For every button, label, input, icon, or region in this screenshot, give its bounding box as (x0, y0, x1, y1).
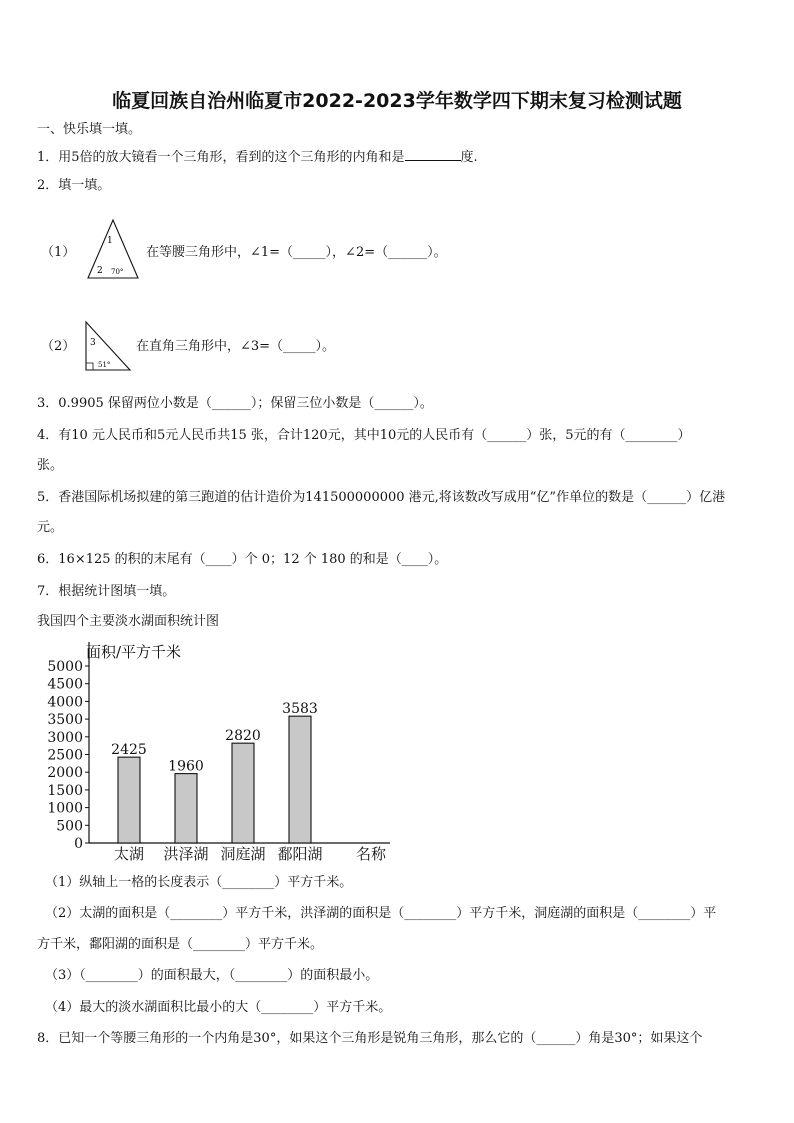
bar (118, 757, 140, 843)
section-heading: 一、快乐填一填。 (37, 122, 142, 137)
y-tick-label: 2000 (47, 765, 83, 782)
lake-area-bar-chart (34, 640, 404, 868)
x-axis-label: 名称 (356, 845, 387, 863)
question-7-sub-2-line-1: （2）太湖的面积是（________）平方千米，洪泽湖的面积是（________）平方千米，洞庭湖的面积是（________）平 (45, 906, 717, 921)
question-7-sub-3: （3）（________）的面积最大，（________）的面积最小。 (45, 968, 379, 983)
question-1-unit: 度. (460, 150, 478, 165)
question-1-text: 1．用5倍的放大镜看一个三角形，看到的这个三角形的内角和是 (37, 150, 405, 165)
angle-3-label: 3 (90, 338, 96, 348)
y-tick-label: 3000 (47, 729, 83, 746)
question-2-part-2-text: 在直角三角形中，∠3=（_____）。 (136, 339, 336, 354)
question-1 (37, 148, 478, 164)
page-title: 临夏回族自治州临夏市2022-2023学年数学四下期末复习检测试题 (112, 90, 682, 112)
question-8: 8．已知一个等腰三角形的一个内角是30°，如果这个三角形是锐角三角形，那么它的（______）角是30°；如果这个 (37, 1031, 703, 1046)
y-tick-label: 1000 (47, 800, 83, 817)
bar-value-label: 2425 (111, 742, 147, 759)
question-2-label: 2．填一填。 (37, 178, 111, 193)
question-7-label: 7．根据统计图填一填。 (37, 584, 176, 599)
question-4-line-1: 4．有10 元人民币和5元人民币共15 张，合计120元，其中10元的人民币有（______）张，5元的有（________） (37, 428, 691, 443)
angle-70-label: 70° (111, 268, 124, 276)
question-5-line-2: 元。 (37, 520, 64, 535)
question-2-part-1-text: 在等腰三角形中，∠1=（_____），∠2=（______）。 (146, 245, 447, 260)
y-axis-label: 面积/平方千米 (86, 643, 182, 661)
chart-caption: 我国四个主要淡水湖面积统计图 (37, 614, 220, 629)
question-6: 6．16×125 的积的末尾有（____）个 0；12 个 180 的和是（____）。 (37, 552, 448, 567)
question-5-line-1: 5．香港国际机场拟建的第三跑道的估计造价为141500000000 港元,将该数改写成用“亿”作单位的数是（______）亿港 (37, 490, 726, 505)
angle-2-label: 2 (97, 266, 103, 276)
y-tick-label: 2500 (47, 747, 83, 764)
question-3: 3．0.9905 保留两位小数是（______）；保留三位小数是（______）。 (37, 396, 433, 411)
answer-blank[interactable] (405, 148, 461, 161)
bar (289, 716, 311, 843)
x-category-label: 鄱阳湖 (277, 845, 323, 863)
angle-1-label: 1 (107, 236, 113, 246)
question-4-line-2: 张。 (37, 458, 64, 473)
x-category-label: 洪泽湖 (163, 845, 209, 863)
bar (232, 743, 254, 843)
question-7-sub-1: （1）纵轴上一格的长度表示（________）平方千米。 (45, 875, 353, 890)
y-tick-label: 0 (74, 836, 83, 852)
y-tick-label: 500 (56, 818, 83, 835)
question-7-sub-2-line-2: 方千米，鄱阳湖的面积是（________）平方千米。 (37, 937, 324, 952)
y-tick-label: 1500 (47, 782, 83, 799)
angle-51-label: 51° (98, 361, 111, 369)
bar (175, 774, 197, 843)
isosceles-triangle-figure (84, 218, 142, 282)
y-tick-label: 3500 (47, 712, 83, 729)
y-tick-label: 5000 (47, 659, 83, 675)
question-2-part-2-number: （2） (41, 339, 76, 354)
x-category-label: 洞庭湖 (220, 845, 266, 863)
right-triangle-figure (82, 320, 134, 372)
y-tick-label: 4000 (47, 694, 83, 711)
x-category-label: 太湖 (113, 845, 145, 863)
bar-value-label: 3583 (282, 701, 318, 718)
bar-value-label: 1960 (168, 758, 204, 775)
y-tick-label: 4500 (47, 676, 83, 693)
question-2-part-1-number: （1） (41, 245, 76, 260)
question-7-sub-4: （4）最大的淡水湖面积比最小的大（________）平方千米。 (45, 1000, 392, 1015)
bar-value-label: 2820 (225, 728, 261, 745)
